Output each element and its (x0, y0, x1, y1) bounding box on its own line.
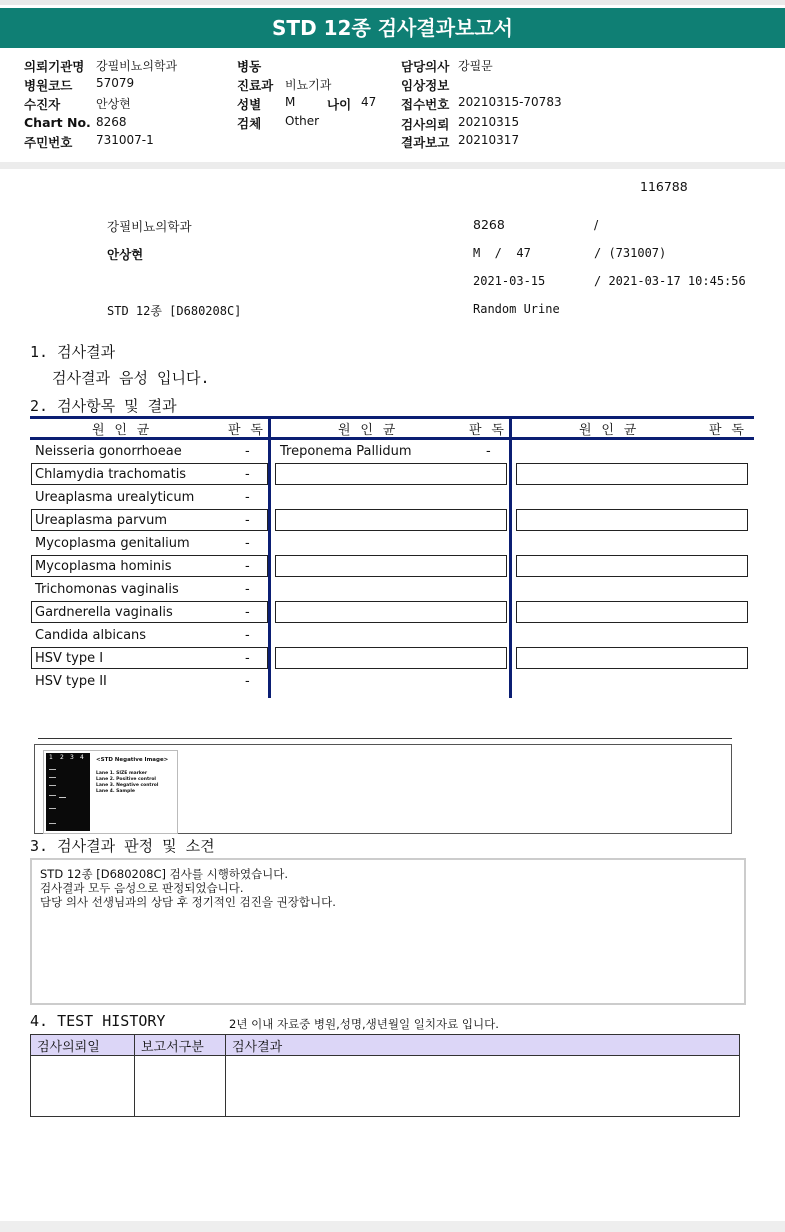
gel-band (49, 785, 56, 786)
request-date: 2021-03-15 (473, 274, 546, 288)
header-value: 안상현 (96, 97, 131, 111)
gel-image (46, 753, 90, 831)
report-number: 116788 (640, 179, 688, 194)
gel-image-box (34, 744, 732, 834)
test-name: STD 12종 [D680208C] (107, 304, 242, 318)
section4-heading: 4. TEST HISTORY (30, 1012, 166, 1030)
birth-date: / (731007) (594, 246, 667, 260)
gel-legend: Lane 2. Positive control (96, 777, 156, 782)
col-header-pathogen: 원 인 균 (92, 423, 151, 438)
pathogen-name: HSV type I (35, 651, 104, 666)
header-value: 47 (361, 95, 377, 109)
pathogen-result: - (245, 651, 250, 666)
header-label: 결과보고 (401, 135, 450, 150)
row-box (516, 555, 748, 577)
history-col-header: 보고서구분 (135, 1035, 226, 1056)
gel-legend: Lane 3. Negative control (96, 783, 159, 788)
pathogen-result: - (245, 582, 250, 597)
header-label: 병원코드 (24, 78, 73, 93)
pathogen-result: - (245, 559, 250, 574)
comment-line: STD 12종 [D680208C] 검사를 시행하였습니다. (40, 867, 289, 881)
header-value: 20210315-70783 (458, 95, 562, 109)
header-value: 강필문 (458, 59, 493, 73)
header-label: 주민번호 (24, 135, 73, 150)
pathogen-name: Chlamydia trachomatis (35, 467, 187, 482)
pathogen-result: - (486, 444, 491, 459)
header-label: 나이 (327, 97, 352, 112)
table-divider (268, 416, 271, 698)
pathogen-result: - (245, 467, 250, 482)
history-empty-row (31, 1056, 740, 1117)
history-cell (226, 1056, 740, 1117)
header-label: 성별 (237, 97, 262, 112)
col-header-result: 판 독 (469, 423, 505, 438)
pathogen-name: Ureaplasma parvum (35, 513, 168, 528)
separator-slash: / (594, 217, 599, 232)
pathogen-name: Mycoplasma genitalium (35, 536, 190, 551)
lane-label: 4 (80, 754, 84, 761)
pathogen-name: Candida albicans (35, 628, 147, 643)
section1-heading: 1. 검사결과 (30, 343, 116, 361)
comment-line: 검사결과 모두 음성으로 판정되었습니다. (40, 881, 244, 895)
gel-band (49, 769, 56, 770)
col-header-result: 판 독 (228, 423, 264, 438)
pathogen-result: - (245, 605, 250, 620)
header-label: Chart No. (24, 115, 91, 130)
header-label: 병동 (237, 59, 262, 74)
lane-label: 3 (70, 754, 74, 761)
pathogen-name: Gardnerella vaginalis (35, 605, 173, 620)
row-box (516, 463, 748, 485)
history-header-row (31, 1035, 740, 1056)
header-value: 57079 (96, 76, 135, 90)
header-label: 의뢰기관명 (24, 59, 85, 74)
table-divider (509, 416, 512, 698)
header-value: 8268 (96, 115, 127, 129)
result-summary: 검사결과 음성 입니다. (52, 369, 210, 387)
history-cell (135, 1056, 226, 1117)
gel-legend: Lane 4. Sample (96, 789, 135, 794)
pathogen-result: - (245, 674, 250, 689)
pathogen-result: - (245, 513, 250, 528)
history-col-header: 검사의뢰일 (31, 1035, 135, 1056)
gel-top-rule (38, 738, 732, 739)
pathogen-name: Ureaplasma urealyticum (35, 490, 195, 505)
header-value: 20210317 (458, 133, 520, 147)
history-cell (31, 1056, 135, 1117)
header-label: 진료과 (237, 78, 274, 93)
header-value: 강필비뇨의학과 (96, 59, 178, 73)
header-label: 수진자 (24, 97, 61, 112)
header-value: 비뇨기과 (285, 78, 332, 92)
row-box (275, 601, 507, 623)
pathogen-result: - (245, 536, 250, 551)
header-label: 담당의사 (401, 59, 450, 74)
col-header-result: 판 독 (709, 423, 745, 438)
pathogen-result: - (245, 628, 250, 643)
top-strip (0, 0, 785, 5)
comment-line: 담당 의사 선생님과의 상담 후 정기적인 검진을 권장합니다. (40, 895, 336, 909)
pathogen-name: Trichomonas vaginalis (35, 582, 179, 597)
header-label: 임상정보 (401, 78, 450, 93)
header-label: 접수번호 (401, 97, 450, 112)
header-separator (0, 162, 785, 169)
lane-label: 1 (49, 754, 53, 761)
row-box (516, 509, 748, 531)
bottom-strip (0, 1221, 785, 1232)
header-value: 731007-1 (96, 133, 154, 147)
patient-name: 안상현 (107, 247, 144, 262)
gel-band (49, 795, 56, 796)
col-header-pathogen: 원 인 균 (579, 423, 638, 438)
report-title: STD 12종 검사결과보고서 (0, 8, 785, 48)
header-label: 검체 (237, 116, 262, 131)
report-datetime: / 2021-03-17 10:45:56 (594, 274, 746, 288)
gel-figure (43, 750, 178, 834)
header-value: Other (285, 114, 320, 128)
row-box (516, 601, 748, 623)
pathogen-name: Treponema Pallidum (280, 444, 412, 459)
gel-band (49, 808, 56, 809)
row-box (275, 509, 507, 531)
row-box (275, 647, 507, 669)
chart-number: 8268 (473, 217, 505, 232)
pathogen-name: HSV type II (35, 674, 107, 689)
row-box (275, 555, 507, 577)
gel-legend: Lane 1. SIZE marker (96, 771, 148, 776)
history-col-header: 검사결과 (226, 1035, 740, 1056)
col-header-pathogen: 원 인 균 (338, 423, 397, 438)
lane-label: 2 (60, 754, 64, 761)
gel-band (49, 777, 56, 778)
sex-age: M / 47 (473, 246, 531, 260)
header-value: 20210315 (458, 115, 520, 129)
section3-heading: 3. 검사결과 판정 및 소견 (30, 837, 215, 855)
specimen: Random Urine (473, 302, 560, 316)
history-table (30, 1034, 740, 1117)
pathogen-result: - (245, 444, 250, 459)
pathogen-result: - (245, 490, 250, 505)
history-note: 2년 이내 자료중 병원,성명,생년월일 일치자료 입니다. (229, 1017, 499, 1031)
gel-band (49, 823, 56, 824)
header-value: M (285, 95, 296, 109)
pathogen-name: Mycoplasma hominis (35, 559, 172, 574)
row-box (275, 463, 507, 485)
header-label: 검사의뢰 (401, 117, 450, 132)
pathogen-name: Neisseria gonorrhoeae (35, 444, 182, 459)
section2-heading: 2. 검사항목 및 결과 (30, 397, 177, 415)
clinic-name: 강필비뇨의학과 (107, 219, 192, 234)
row-box (516, 647, 748, 669)
gel-title: <STD Negative Image> (96, 757, 169, 763)
gel-band (59, 797, 66, 798)
